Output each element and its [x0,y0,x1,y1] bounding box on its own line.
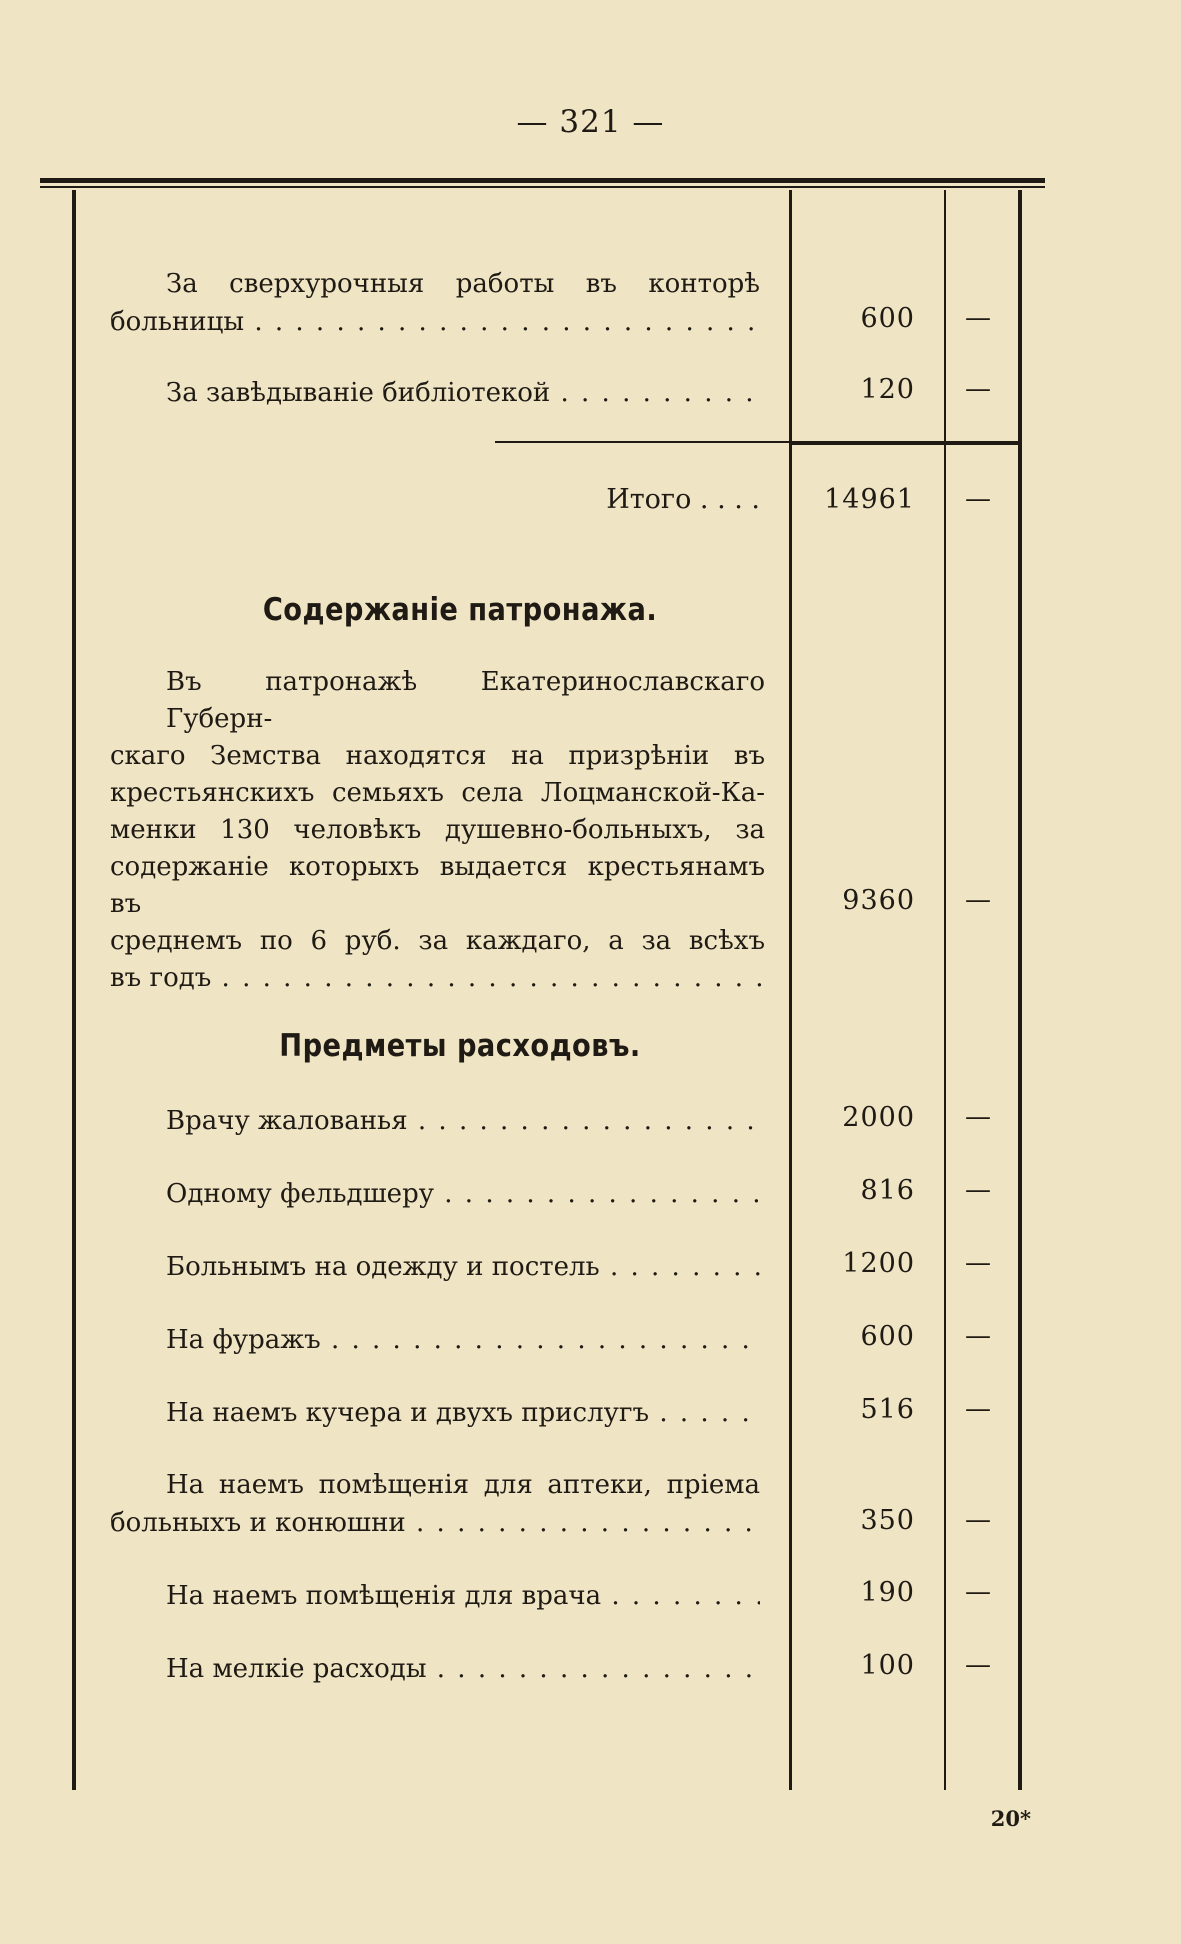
kopek-dash: — [965,1175,991,1205]
total-rule-amount [791,441,1020,445]
header-rule [40,178,1045,188]
expense-item [110,1248,760,1286]
item-text: На наемъ кучера и двухъ прислугъ . . . [110,1394,760,1432]
amount: 1200 [842,1248,915,1279]
kopek-dash: — [965,1394,991,1424]
paragraph-line: Въ патронажѣ Екатеринославскаго Губерн- [166,667,765,734]
kopek-dash: — [965,484,991,514]
kopek-dash: — [965,1650,991,1680]
expense-item-overtime [110,265,760,341]
section-title-expenses: Предметы расходовъ. [279,1028,641,1064]
item-text: На мелкіе расходы . . . [110,1650,760,1688]
expense-item [110,1466,760,1542]
item-text: На фуражъ . . . [110,1321,760,1359]
expense-item [110,1175,760,1213]
amount: 600 [860,1321,915,1352]
kopek-dash: — [965,1577,991,1607]
kopek-dash: — [965,885,991,915]
item-text: Больнымъ на одежду и постель . . . [110,1248,760,1286]
item-text-line1: На наемъ помѣщенія для аптеки, пріема [166,1470,760,1500]
expense-item [110,1650,760,1688]
total-label: Итого . . . . [606,484,760,515]
amount: 816 [860,1175,915,1206]
kopek-dash: — [965,1102,991,1132]
paragraph-line: среднемъ по 6 руб. за каждаго, а за всѣхъ [110,926,765,956]
item-text-line1: За сверхурочныя работы въ конторѣ [166,269,760,299]
expense-item-library [110,374,760,412]
item-text: На наемъ помѣщенія для врача . . . [110,1577,760,1615]
patronage-paragraph [110,664,765,997]
paragraph-line: скаго Земства находятся на призрѣніи въ [110,741,765,771]
item-text-line2: больныхъ и конюшни . . . [110,1504,760,1542]
kopek-dash: — [965,303,991,333]
item-text-line2: больницы . . . [110,303,760,341]
page-number: — 321 — [516,104,665,140]
right-border [1018,190,1022,1790]
amount: 2000 [842,1102,915,1133]
kopek-dash: — [965,1248,991,1278]
total-amount: 14961 [824,484,915,515]
paragraph-line: менки 130 человѣкъ душевно-больныхъ, за [110,815,765,845]
section-title-patronage: Содержаніе патронажа. [262,592,658,628]
paragraph-line: крестьянскихъ семьяхъ села Лоцманской-Ка- [110,778,765,808]
amount: 100 [860,1650,915,1681]
total-rule-text [495,441,791,443]
left-border [72,190,76,1790]
signature-mark: 20* [990,1806,1031,1831]
kopek-dash: — [965,374,991,404]
amount-overtime: 600 [860,303,915,334]
amount: 190 [860,1577,915,1608]
item-text: Врачу жалованья . . . [110,1102,760,1140]
amount-library: 120 [860,374,915,405]
paragraph-last-line: въ годъ . . . [110,960,765,997]
amount-column-divider [789,190,792,1790]
expense-item [110,1394,760,1432]
expense-item [110,1321,760,1359]
amount-patronage: 9360 [842,885,915,916]
expense-item [110,1102,760,1140]
paragraph-line: содержаніе которыхъ выдается крестьянамъ въ [110,852,765,919]
kopek-column-divider [944,190,946,1790]
kopek-dash: — [965,1321,991,1351]
amount: 350 [860,1505,915,1536]
item-text: Одному фельдшеру . . . [110,1175,760,1213]
amount: 516 [860,1394,915,1425]
expense-item [110,1577,760,1615]
kopek-dash: — [965,1505,991,1535]
item-text: За завѣдываніе библіотекой . . . [110,374,760,412]
